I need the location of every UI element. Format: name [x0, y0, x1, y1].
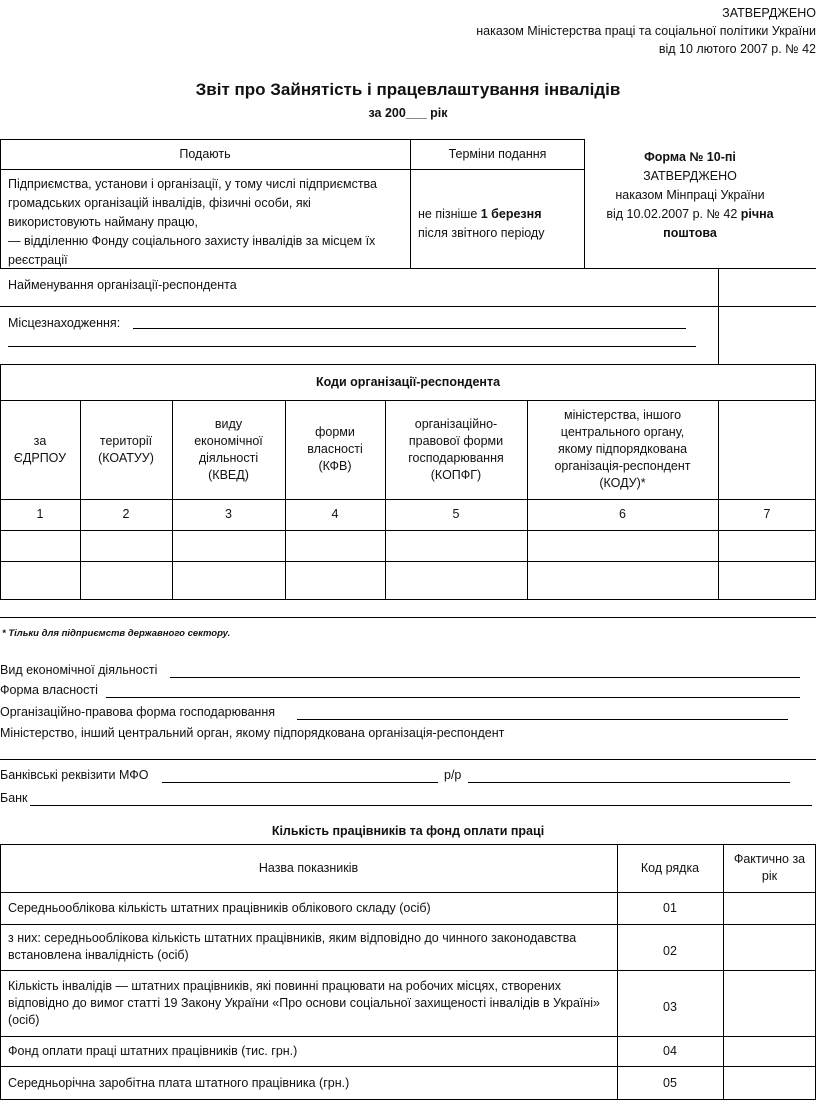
bank-mfo-label: Банківські реквізити МФО	[0, 768, 149, 782]
codes-num-1: 1	[36, 507, 44, 521]
codes-num-7: 7	[763, 507, 771, 521]
form-delivery: поштова	[663, 226, 717, 240]
staff-row-1-name: Середньооблікова кількість штатних працівників облікового складу (осіб)	[8, 900, 431, 915]
respondent-location-label: Місцезнаходження:	[8, 316, 121, 330]
codes-col-koatuu: території (КОАТУУ)	[98, 433, 154, 465]
submission-when-text	[418, 205, 583, 243]
staff-header-actual: Фактично за рік	[733, 852, 806, 883]
staff-row-4-name: Фонд оплати праці штатних працівників (тис. грн.)	[8, 1043, 298, 1058]
codes-num-3: 3	[225, 507, 232, 521]
form-approved: ЗАТВЕРДЖЕНО	[643, 169, 737, 183]
location-input-line-2[interactable]	[8, 346, 696, 347]
approval-line-2: наказом Міністерства праці та соціальної політики України	[476, 24, 816, 38]
codes-num-6: 6	[619, 507, 626, 521]
codes-num-4: 4	[331, 507, 339, 521]
staff-row-5-code: 05	[663, 1075, 677, 1090]
activity-label: Вид економічної діяльності	[0, 663, 158, 677]
staff-header-name: Назва показників	[258, 860, 359, 875]
footnote: * Тільки для підприємств державного сектору.	[2, 628, 231, 639]
submission-when-suffix: після звітного періоду	[418, 226, 545, 240]
form-order: наказом Мінпраці України	[615, 188, 765, 202]
bank-mfo-input-line[interactable]	[162, 782, 438, 783]
approval-line-3: від 10 лютого 2007 р. № 42	[658, 42, 816, 56]
ownership-label: Форма власності	[0, 683, 98, 697]
submission-header-who: Подають	[179, 146, 231, 161]
submission-header-when: Терміни подання	[448, 146, 547, 161]
bank-label: Банк	[0, 791, 28, 805]
submission-who-text: Підприємства, установи і організації, у тому числі підприємства громадських організацій інвалідів, фізичні особи, які використовують найману працю, — відділенню Фонду соціального захисту інвалідів за місцем їх реєстрації	[8, 177, 378, 267]
account-input-line[interactable]	[468, 782, 790, 783]
codes-num-5: 5	[452, 507, 460, 521]
staff-row-5-name: Середньорічна заробітна плата штатного працівника (грн.)	[8, 1075, 350, 1090]
ministry-label: Міністерство, інший центральний орган, якому підпорядкована організація-респондент	[0, 726, 505, 740]
staff-row-3-name: Кількість інвалідів — штатних працівників, які повинні працювати на робочих місцях, створених відповідно до вимог статті 19 Закону України «Про основи соціальної захищеності інвалідів в Україні» (осіб)	[8, 978, 601, 1027]
respondent-name-label: Найменування організації-респондента	[8, 278, 237, 292]
bank-input-line[interactable]	[30, 805, 812, 806]
staff-title: Кількість працівників та фонд оплати праці	[271, 824, 545, 838]
codes-title: Коди організації-респондента	[315, 374, 501, 389]
staff-row-2-name: з них: середньооблікова кількість штатних працівників, яким відповідно до чинного законодавства встановлена інвалідність (осіб)	[8, 931, 577, 962]
codes-num-2: 2	[122, 507, 130, 521]
form-periodicity: річна	[740, 207, 774, 221]
codes-col-kodu: міністерства, іншого центрального органу, якому підпорядкована організація-респондент (КОДУ)*	[554, 408, 691, 490]
legal-form-input-line[interactable]	[297, 719, 788, 720]
form-number: Форма № 10-пі	[644, 150, 736, 164]
submission-when-date: 1 березня	[480, 207, 542, 221]
report-period: за 200___ рік	[368, 106, 448, 120]
form-date-line	[590, 205, 790, 224]
report-title: Звіт про Зайнятість і працевлаштування інвалідів	[195, 80, 621, 99]
codes-col-edrpou: за ЄДРПОУ	[13, 433, 67, 465]
staff-row-2-code: 02	[663, 943, 677, 958]
staff-row-1-code: 01	[663, 900, 677, 915]
codes-col-kfv: форми власності (КФВ)	[307, 425, 363, 473]
staff-header-code: Код рядка	[640, 860, 700, 875]
codes-col-kopfg: організаційно- правової форми господарювання (КОПФГ)	[408, 416, 504, 482]
form-info	[590, 148, 790, 243]
staff-row-4-code: 04	[663, 1043, 677, 1058]
staff-row-3-code: 03	[663, 999, 677, 1014]
activity-input-line[interactable]	[170, 677, 800, 678]
location-input-line-1[interactable]	[133, 328, 686, 329]
ownership-input-line[interactable]	[106, 697, 800, 698]
account-label: р/р	[444, 768, 462, 782]
approval-block	[476, 4, 816, 58]
approval-line-1: ЗАТВЕРДЖЕНО	[722, 6, 816, 20]
codes-col-kved: виду економічної діяльності (КВЕД)	[194, 416, 263, 482]
submission-when-prefix: не пізніше	[418, 207, 481, 221]
legal-form-label: Організаційно-правова форма господарювання	[0, 705, 275, 719]
form-date: від 10.02.2007 р. № 42	[606, 207, 741, 221]
